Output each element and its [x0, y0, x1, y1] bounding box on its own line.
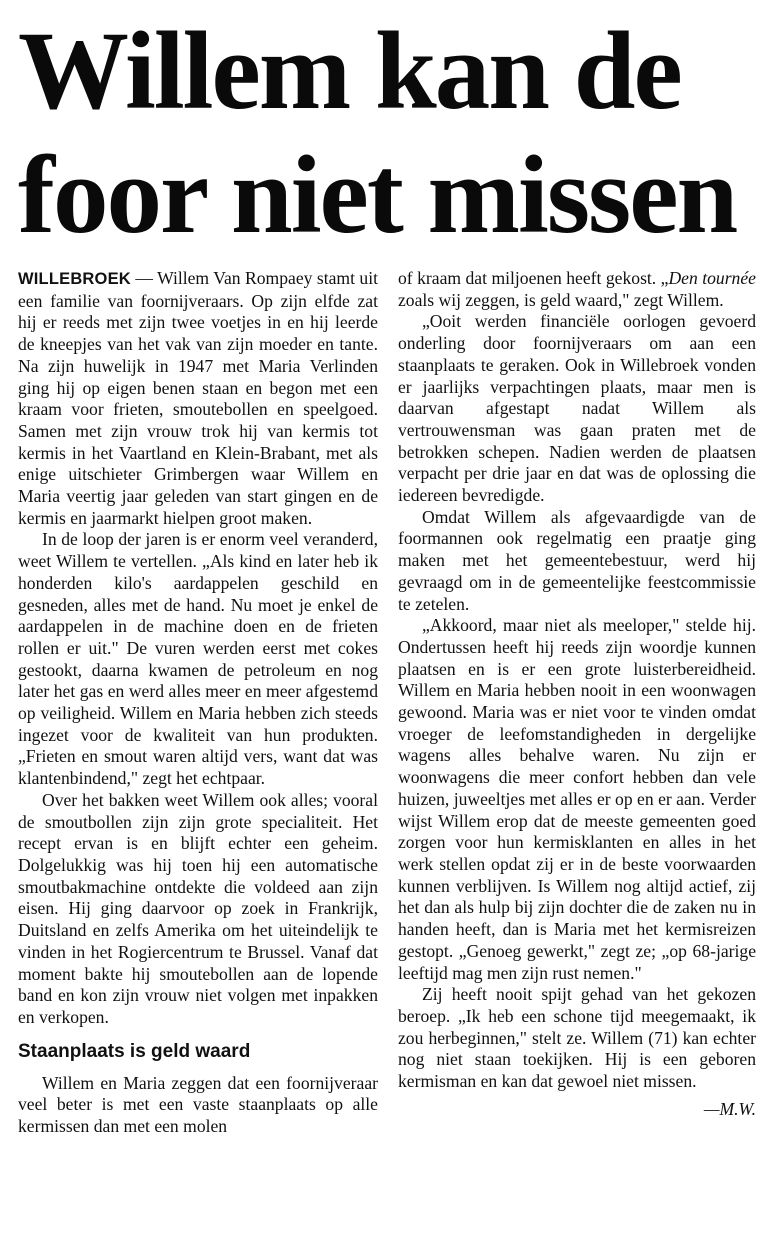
paragraph-1	[18, 268, 378, 529]
dateline: WILLEBROEK	[18, 270, 131, 288]
paragraph-7: „Akkoord, maar niet als meeloper," stelde hij. Ondertussen heeft hij reeds zijn woordje kunnen plaatsen en is er een grote luisterbereidheid. Willem en Maria hebben nooit in een woonwagen gewoond. Maria was er niet voor te vinden omdat vroeger de leefomstandigheden in dergelijke wagens alles behalve waren. Nu zijn er woonwagens die meer confort hebben dan vele huizen, juweeltjes met alles er op en er aan. Verder wijst Willem erop dat de meeste gemeenten goed zorgen voor hun kermisklanten en alles in het werk stellen opdat zij er in de beste voorwaarden kunnen verblijven. Is Willem nog altijd actief, zij het dan als hulp bij zijn dochter die de zaken nu in handen heeft, dan is Maria met het kermisreizen gestopt. „Genoeg gewerkt," zegt ze; „op 68-jarige leeftijd mag men zijn rust nemen."	[398, 615, 756, 983]
column-left	[18, 268, 378, 1138]
column-right	[398, 268, 756, 1120]
byline: —M.W.	[703, 1098, 756, 1119]
paragraph-8: Zij heeft nooit spijt gehad van het gekozen beroep. „Ik heb een schone tijd meegemaakt, ik zou herbeginnen," stelt ze. Willem (71) kan echter nog niet staan toekijken. Hij is een geboren kermisman en kan dat gewoel niet missen.	[398, 984, 756, 1092]
paragraph-4-end-pre: of kraam dat miljoenen heeft gekost. „	[398, 268, 669, 288]
subheading: Staanplaats is geld waard	[18, 1040, 251, 1062]
headline-line-1: Willem kan de	[18, 10, 681, 133]
headline-line-2: foor niet missen	[18, 134, 737, 257]
paragraph-1-text: Willem Van Rompaey stamt uit een familie van foornijveraars. Op zijn elfde zat hij er reeds met zijn twee voetjes in en hij leerde de kneepjes van het vak van zijn moeder en tante. Na zijn huwelijk in 1947 met Maria Verlinden ging hij op eigen benen staan en begon met een kraam voor frieten, smoutebollen en speelgoed. Samen met zijn vrouw trok hij van kermis tot kermis in het Vaartland en Klein-Brabant, met als enige uitschieter Grimbergen waar Willem en Maria veertig jaar geleden van start gingen en de kermis en jaarmarkt hielpen groot maken.	[18, 268, 378, 528]
dateline-dash: —	[130, 268, 158, 288]
paragraph-4-end-post: zoals wij zeggen, is geld waard," zegt Willem.	[398, 289, 724, 310]
paragraph-3: Over het bakken weet Willem ook alles; vooral de smoutbollen zijn zijn grote specialiteit. Het recept ervan is en blijft echter een geheim. Dolgelukkig was hij toen hij een automatische smoutbakmachine ontdekte die voldeed aan zijn eisen. Hij ging daarvoor op zoek in Frankrijk, Duitsland en zelfs Amerika om het uiteindelijk te vinden in het Rogiercentrum te Brussel. Vanaf dat moment bakte hij smoutebollen aan de lopende band en kon zijn vrouw niet volgen met inpakken en verkopen.	[18, 789, 378, 1027]
paragraph-2: In de loop der jaren is er enorm veel veranderd, weet Willem te vertellen. „Als kind en later heb ik honderden kilo's aardappelen geschild en gesneden, alles met de hand. Nu moet je enkel de aardappelen in de machine doen en de frieten rollen er uit." De vuren werden eerst met cokes gestookt, daarna kwamen de petroleum en nog later het gas en werd alles meer en meer afgestemd op veiligheid. Willem en Maria hebben zich steeds ingezet voor de kwaliteit van hun produkten. „Frieten en smout waren altijd vers, want dat was klantenbindend," zegt het echtpaar.	[18, 529, 378, 789]
paragraph-6: Omdat Willem als afgevaardigde van de foormannen ook regelmatig een praatje ging maken met het gemeentebestuur, werd hij gevraagd om in de gemeentelijke feestcommissie te zetelen.	[398, 506, 756, 614]
paragraph-4-end	[398, 268, 756, 311]
italic-phrase: Den tournée	[668, 268, 756, 288]
paragraph-5: „Ooit werden financiële oorlogen gevoerd onderling door foornijveraars om aan een staanplaats te geraken. Ook in Willebroek vonden er jaarlijks verpachtingen plaats, maar men is daarvan afgestapt nadat Willem als vertrouwensman was gaan praten met de betrokken schepen. Nadien werden de plaatsen verpacht per drie jaar en dat was de oplossing die iedereen bevredigde.	[398, 311, 756, 506]
paragraph-4-start: Willem en Maria zeggen dat een foornijveraar veel beter is met een vaste staanplaats op alle kermissen dan met een molen	[18, 1072, 378, 1137]
headline	[18, 10, 758, 258]
